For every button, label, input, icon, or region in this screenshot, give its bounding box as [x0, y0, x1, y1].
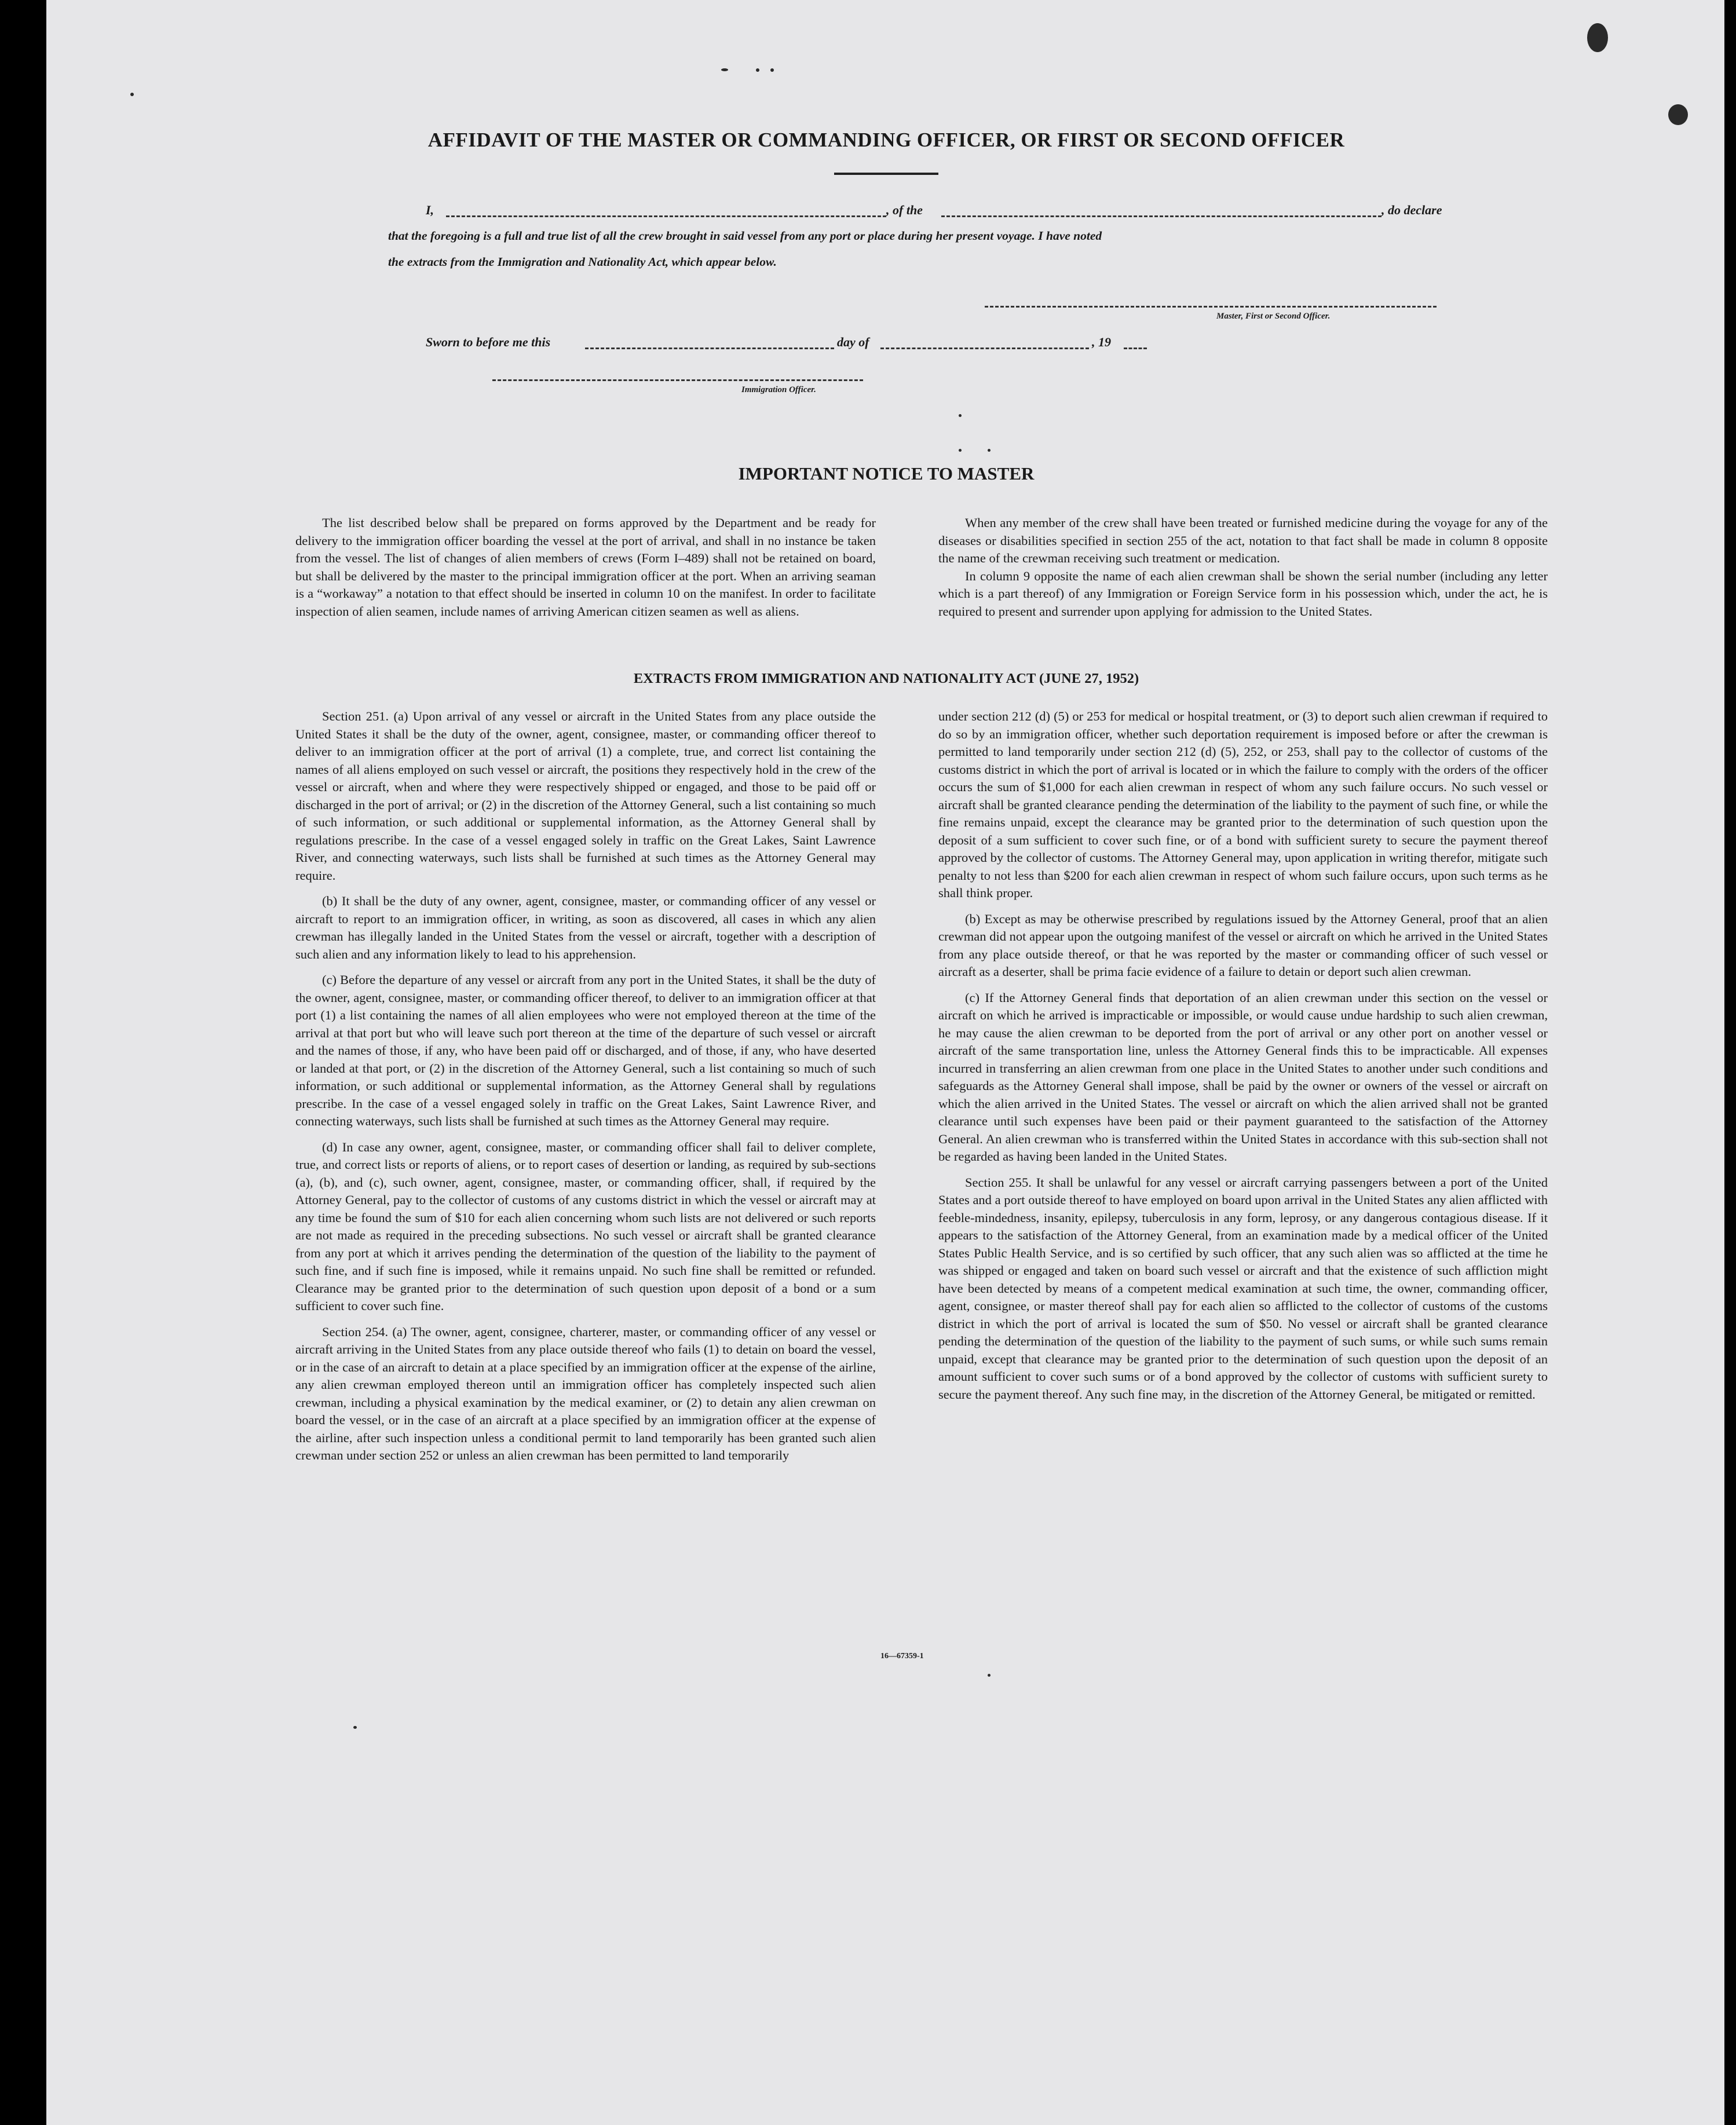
section-251-d: (d) In case any owner, agent, consignee, master, or commanding officer shall fail to deliver complete, true, and correct lists or reports of aliens, or to report cases of desertion or landing, as required by sub-sections (a), (b), and (c), such owner, agent, consignee, master, or commanding officer, shall, if required by the Attorney General, pay to the collector of customs of any customs district in which the vessel or aircraft may at any time be found the sum of $10 for each alien concerning whom such lists are not delivered or such reports are not made as required in the preceding subsections. No such vessel or aircraft shall be granted clearance from any port at which it arrives pending the determination of the question of the liability to the payment of such fine, and if such fine is imposed, while it remains unpaid. No such fine shall be remitted or refunded. Clearance may be granted prior to the determination of such question upon deposit of a bond or a sum sufficient to cover such fine.	[295, 1139, 876, 1313]
scan-speck	[770, 68, 774, 72]
officer-signature-line	[492, 379, 863, 381]
extracts-title: EXTRACTS FROM IMMIGRATION AND NATIONALITY ACT (JUNE 27, 1952)	[633, 671, 1139, 686]
section-254-c: (c) If the Attorney General finds that deportation of an alien crewman under this section on the vessel or aircraft on which he arrived is impracticable or impossible, or would cause undue hardship to such alien crewman, he may cause the alien crewman to be deported from the port of arrival or any other port on another vessel or aircraft of the same transportation line, unless the Attorney General finds this to be impracticable. All expenses incurred in transferring an alien crewman from one place in the United States to another under such conditions and safeguards as the Attorney General shall impose, shall be paid by the owner or owners of the vessel or aircraft on which the alien arrived in the United States. The vessel or aircraft on which the alien arrived shall not be granted clearance until such expenses have been paid or their payment guaranteed to the satisfaction of the Attorney General. An alien crewman who is transferred within the United States in accordance with this sub-section shall not be regarded as having been landed in the United States.	[938, 990, 1548, 1164]
scan-speck	[1668, 104, 1688, 125]
affidavit-declare: , do declare	[1382, 203, 1442, 217]
section-251-b: (b) It shall be the duty of any owner, agent, consignee, master, or commanding officer of any vessel or aircraft to report to an immigration officer, in writing, as soon as discovered, all cases in which any alien crewman has illegally landed in the United States from the vessel or aircraft, together with a description of such alien and any information likely to lead to his apprehension.	[295, 894, 876, 961]
name-blank	[446, 215, 886, 217]
officer-caption: Immigration Officer.	[741, 385, 816, 394]
section-255: Section 255. It shall be unlawful for any vessel or aircraft carrying passengers between a port of the United States and a port outside thereof to have employed on board upon arrival in the United States any alien afflicted with feeble-mindedness, insanity, epilepsy, tuberculosis in any form, leprosy, or any dangerous contagious disease. If it appears to the satisfaction of the Attorney General, from an examination made by a medical officer of the United States Public Health Service, and is so certified by such officer, that any such alien was so afflicted at the time he was shipped or engaged and taken on board such vessel or aircraft and that the existence of such affliction might have been detected by means of a competent medical examination at such time, the owner, commanding officer, agent, consignee, or master thereof shall pay for each alien so afflicted to the collector of customs of the customs district in which the port of arrival is located the sum of $50. No vessel or aircraft shall be granted clearance pending the determination of the question of the liability to the payment of such sums, or while such sums remain unpaid, except that clearance may be granted prior to the determination of such question upon the deposit of an amount sufficient to cover such sums or of a bond approved by the collector of customs with sufficient surety to secure the payment thereof. Any such fine may, in the discretion of the Attorney General, be mitigated or remitted.	[938, 1175, 1548, 1402]
notice-left-column	[295, 514, 876, 628]
scan-speck	[353, 1726, 357, 1729]
section-254-a: Section 254. (a) The owner, agent, consignee, charterer, master, or commanding officer of any vessel or aircraft arriving in the United States from any place outside thereof who fails (1) to detain on board the vessel, or in the case of an aircraft to detain at a place specified by an immigration officer at the expense of the airline, any alien crewman employed thereon until an immigration officer has completely inspected such alien crewman, including a physical examination by the medical examiner, or (2) to detain any alien crewman on board the vessel, or in the case of an aircraft at a place specified by an immigration officer at the expense of the airline, after such inspection unless a conditional permit to land temporarily has been granted such alien crewman under section 252 or unless an alien crewman has been permitted to land temporarily	[295, 1324, 876, 1462]
notice-right-text-2: In column 9 opposite the name of each alien crewman shall be shown the serial number (including any letter which is a part thereof) of any Immigration or Foreign Service form in his possession which, under the act, he is required to present and surrender upon applying for admission to the United States.	[938, 568, 1548, 619]
document-page	[46, 0, 1726, 2125]
sworn-day-blank	[585, 348, 834, 349]
scan-border	[1724, 0, 1736, 2125]
scan-speck	[988, 1674, 991, 1677]
scan-speck	[959, 449, 962, 452]
day-of-label: day of	[837, 335, 869, 349]
scan-speck	[756, 68, 759, 72]
affidavit-title: AFFIDAVIT OF THE MASTER OR COMMANDING OFFICER, OR FIRST OR SECOND OFFICER	[427, 129, 1345, 151]
scan-speck	[130, 93, 134, 96]
section-251-c: (c) Before the departure of any vessel or aircraft from any port in the United States, it shall be the duty of the owner, agent, consignee, master, or commanding officer thereof, to deliver to an immigration officer at that port (1) a list containing the names of all alien employees who were not employed thereon at the time of the arrival at that port but who will leave such port thereon at the time of the departure of such vessel or aircraft and the names of those, if any, who have been paid off or discharged, and of those, if any, who have deserted or landed at that port, or (2) in the discretion of the Attorney General, such a list containing so much of such information, or such additional or supplemental information, as the Attorney General shall by regulations prescribe. In the case of a vessel engaged solely in traffic on the Great Lakes, Saint Lawrence River, and connecting waterways, such lists shall be furnished at such times as the Attorney General may require.	[295, 972, 876, 1128]
sworn-label: Sworn to before me this	[426, 335, 551, 349]
scan-speck	[959, 414, 962, 417]
master-caption: Master, First or Second Officer.	[1216, 312, 1331, 321]
extracts-right-column	[938, 708, 1548, 1411]
scan-speck	[1587, 23, 1608, 52]
notice-title: IMPORTANT NOTICE TO MASTER	[738, 463, 1035, 484]
year-blank	[1124, 348, 1147, 349]
affidavit-of-the: , of the	[886, 203, 923, 217]
extracts-left-column	[295, 708, 876, 1473]
affidavit-line-2: that the foregoing is a full and true list of all the crew brought in said vessel from any port or place during her present voyage. I have noted	[388, 229, 1102, 243]
month-blank	[880, 348, 1089, 349]
scan-speck	[721, 68, 728, 71]
section-254-a-cont: under section 212 (d) (5) or 253 for medical or hospital treatment, or (3) to deport such alien crewman if required to do so by an immigration officer, whether such deportation requirement is imposed before or after the crewman is permitted to land temporarily under section 212 (d) (5), 252, or 253, shall pay to the collector of customs of the customs district in which the port of arrival is located or in which the failure to comply with the orders of the officer occurs the sum of $1,000 for each alien crewman in respect of whom any such failure occurs. No such vessel or aircraft shall be granted clearance pending the determination of the liability to the payment of such fine, or while the fine remains unpaid, except the clearance may be granted prior to the determination of such question upon the deposit of a sum sufficient to cover such fine, or of a bond with sufficient surety to secure the payment thereof approved by the collector of customs. The Attorney General may, upon application in writing therefor, mitigate such penalty to not less than $200 for each alien crewman in respect of whom such failure occurs, upon such terms as he shall think proper.	[938, 709, 1548, 900]
vessel-blank	[941, 215, 1382, 217]
affidavit-i: I,	[426, 203, 434, 217]
affidavit-line-3: the extracts from the Immigration and Nationality Act, which appear below.	[388, 255, 777, 269]
scan-speck	[988, 449, 991, 452]
notice-right-column	[938, 514, 1548, 628]
form-code: 16—67359-1	[880, 1652, 924, 1661]
notice-left-text: The list described below shall be prepared on forms approved by the Department and be ready for delivery to the immigration officer boarding the vessel at the port of arrival, and shall in no instance be taken from the vessel. The list of changes of alien members of crews (Form I–489) shall not be retained on board, but shall be delivered by the master to the principal immigration officer at the port. When an arriving seaman is a “workaway” a notation to that effect should be inserted in column 10 on the manifest. In order to facilitate inspection of alien seamen, include names of arriving American citizen seamen as well as aliens.	[295, 515, 876, 619]
year-label: , 19	[1092, 335, 1111, 349]
notice-right-text-1: When any member of the crew shall have been treated or furnished medicine during the voyage for any of the diseases or disabilities specified in section 255 of the act, notation to that fact shall be made in column 8 opposite the name of the crewman receiving such treatment or medication.	[938, 515, 1548, 565]
section-254-b: (b) Except as may be otherwise prescribed by regulations issued by the Attorney General, proof that an alien crewman did not appear upon the outgoing manifest of the vessel or aircraft on which he arrived in the United States from any place outside thereof, or that he was reported by the master or commanding officer of such vessel or aircraft as a deserter, shall be prima facie evidence of a failure to detain or deport such alien crewman.	[938, 911, 1548, 979]
title-rule	[834, 173, 938, 175]
section-251-a: Section 251. (a) Upon arrival of any vessel or aircraft in the United States from any place outside the United States it shall be the duty of the owner, agent, consignee, master, or commanding officer thereof to deliver to an immigration officer at the port of arrival (1) a complete, true, and correct list containing the names of all aliens employed on such vessel or aircraft, the positions they respectively hold in the crew of the vessel or aircraft, when and where they were respectively shipped or engaged, and those to be paid off or discharged in the port of arrival; or (2) in the discretion of the Attorney General, such a list containing so much of such information, or such additional or supplemental information, as the Attorney General shall by regulations prescribe. In the case of a vessel engaged solely in traffic on the Great Lakes, Saint Lawrence River, and connecting waterways, such lists shall be furnished at such times as the Attorney General may require.	[295, 709, 876, 883]
master-signature-line	[985, 306, 1437, 308]
